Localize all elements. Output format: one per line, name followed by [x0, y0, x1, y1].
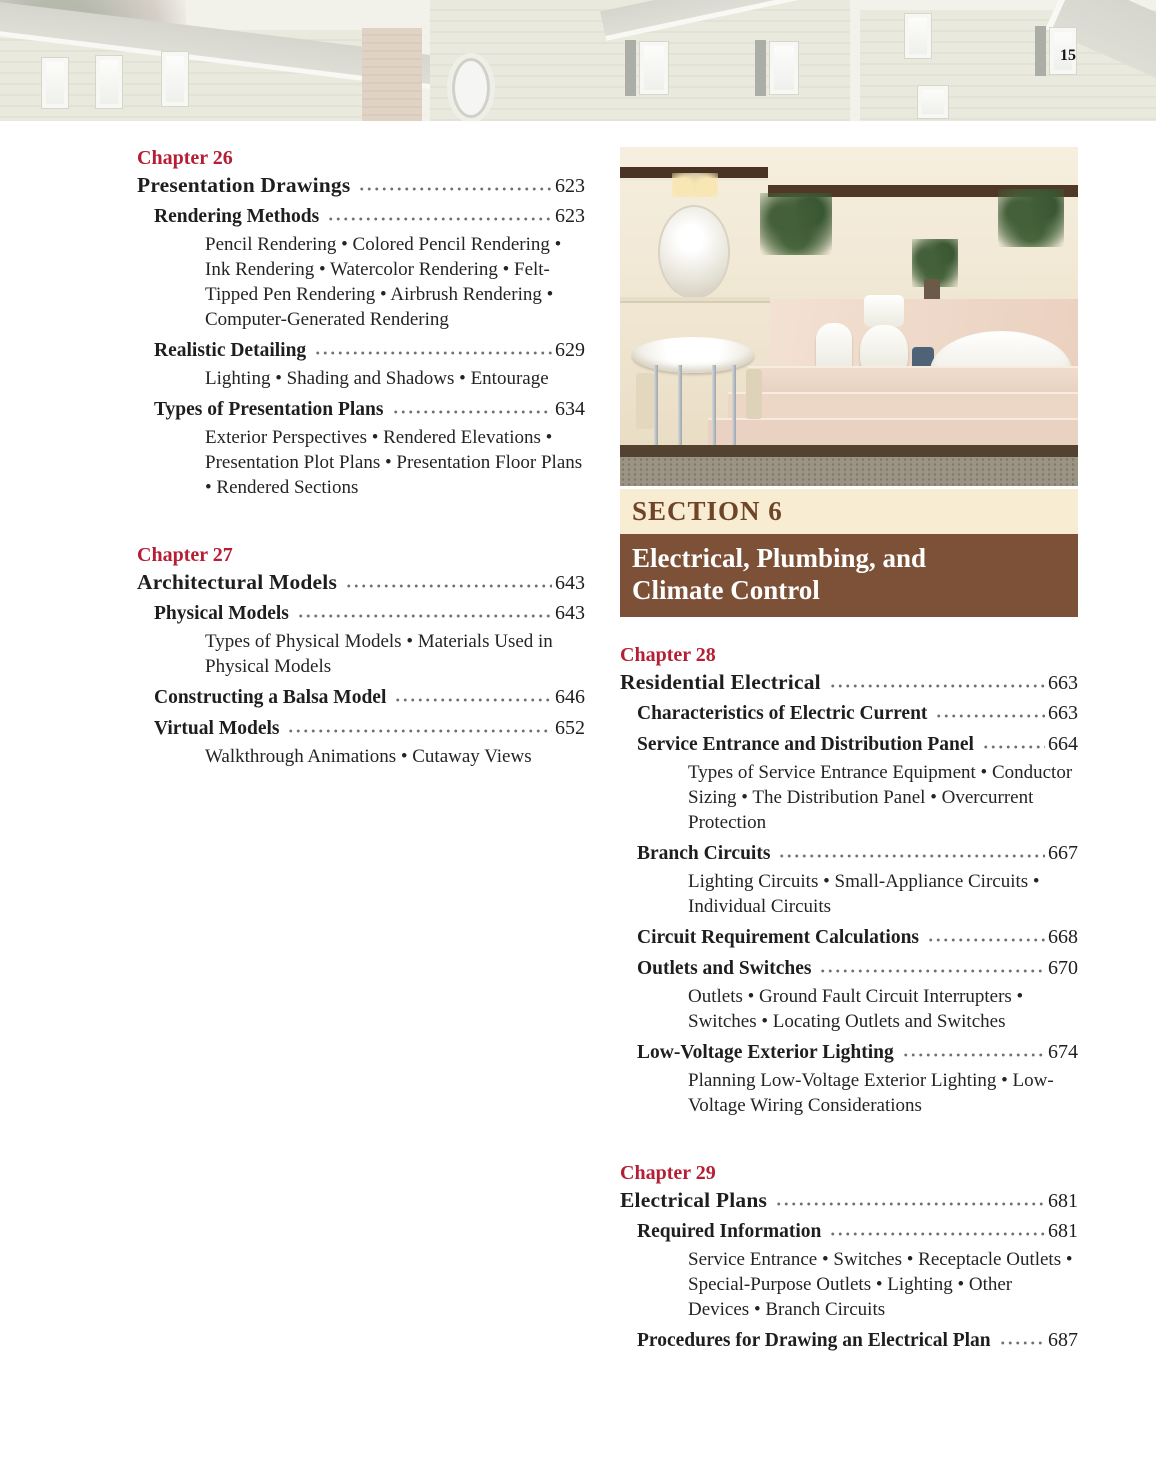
sink-leg — [712, 365, 716, 457]
toc-entry — [137, 398, 585, 422]
toc-entry-topics: Lighting • Shading and Shadows • Entourage — [205, 368, 549, 389]
toc-entry — [620, 926, 1078, 950]
shutter-icon — [1035, 26, 1046, 76]
toc-entry-topics: Outlets • Ground Fault Circuit Interrupters • Switches • Locating Outlets and Switches — [688, 986, 1024, 1032]
carpet — [620, 457, 1078, 486]
page-number: 15 — [1060, 47, 1076, 64]
platform-step — [708, 420, 1078, 446]
dot-leader — [773, 1201, 1045, 1207]
toc-entry-label: Characteristics of Electric Current — [637, 703, 928, 724]
window-icon — [770, 42, 798, 94]
window-icon — [640, 42, 668, 94]
dot-leader — [933, 713, 1045, 719]
toc-entry-page: 667 — [1048, 842, 1078, 864]
toc-entry-label: Service Entrance and Distribution Panel — [637, 734, 974, 755]
toc-entry-page: 670 — [1048, 957, 1078, 979]
toc-entry — [137, 173, 585, 198]
toc-entry-page: 646 — [555, 686, 585, 708]
toc-entry-label: Architectural Models — [137, 570, 338, 594]
toc-entry-page: 634 — [555, 398, 585, 420]
toc-entry-page: 652 — [555, 717, 585, 739]
toc-entry-label: Virtual Models — [154, 718, 280, 739]
toc-entry-page: 623 — [555, 175, 585, 197]
shutter-icon — [625, 40, 636, 96]
window-icon — [918, 86, 948, 118]
section-title-line1: Electrical, Plumbing, and — [632, 543, 927, 573]
toc-entry — [620, 1220, 1078, 1244]
sink-leg — [678, 365, 682, 457]
sink-leg — [654, 365, 658, 457]
toc-entry-topics: Exterior Perspectives • Rendered Elevations • Presentation Plot Plans • Presentation Floor Plans • Rendered Sections — [205, 427, 583, 498]
chapter-label: Chapter 29 — [620, 1162, 716, 1184]
toc-entry-topics: Walkthrough Animations • Cutaway Views — [205, 746, 532, 767]
oval-window-icon — [452, 58, 490, 118]
towel — [746, 369, 762, 419]
toc-entry-topics: Types of Physical Models • Materials Used in Physical Models — [205, 631, 553, 677]
toc-entry-topics: Service Entrance • Switches • Receptacle Outlets • Special-Purpose Outlets • Lighting • Other Devices • Branch Circuits — [688, 1249, 1073, 1320]
toc-entry-page: 681 — [1048, 1220, 1078, 1242]
dot-leader — [392, 697, 552, 703]
section-banner — [620, 489, 1078, 617]
toc-entry — [137, 205, 585, 229]
oval-mirror — [660, 207, 728, 297]
dot-leader — [900, 1052, 1045, 1058]
tree-art — [0, 0, 186, 100]
shutter-icon — [755, 40, 766, 96]
toc-entry-label: Required Information — [637, 1221, 822, 1242]
toc-entry — [137, 602, 585, 626]
dot-leader — [285, 728, 552, 734]
chapter-entries — [620, 1188, 1078, 1353]
toc-entry-topics: Lighting Circuits • Small-Appliance Circuits • Individual Circuits — [688, 871, 1040, 917]
fern-plant — [760, 193, 832, 255]
toc-left-column — [137, 147, 585, 1353]
bathroom-photo — [620, 147, 1078, 486]
roofline-mid — [600, 0, 900, 41]
dot-leader — [997, 1340, 1045, 1346]
toc-entry — [137, 339, 585, 363]
chapter-label: Chapter 28 — [620, 644, 716, 666]
toc-entry-label: Presentation Drawings — [137, 173, 351, 197]
dot-leader — [776, 853, 1045, 859]
dot-leader — [817, 968, 1045, 974]
sink-leg — [732, 365, 736, 457]
toilet — [864, 295, 904, 327]
dot-leader — [827, 1231, 1045, 1237]
toc-entry — [620, 702, 1078, 726]
toc-content — [0, 121, 1156, 1353]
toc-entry-label: Realistic Detailing — [154, 340, 307, 361]
wall-lamp-icon — [672, 173, 718, 197]
brick-chimney — [362, 28, 422, 121]
chapter-block — [620, 1162, 1078, 1353]
toc-entry-page: 663 — [1048, 702, 1078, 724]
chair-rail — [620, 297, 770, 301]
toc-entry-page: 643 — [555, 602, 585, 624]
toc-entry-page: 643 — [555, 572, 585, 594]
house-siding-left — [0, 30, 420, 121]
toc-entry-page: 664 — [1048, 733, 1078, 755]
toc-entry-label: Outlets and Switches — [637, 958, 812, 979]
platform-step — [728, 394, 1078, 420]
chapter-label: Chapter 26 — [137, 147, 233, 169]
toc-entry-label: Residential Electrical — [620, 670, 821, 694]
fern-plant — [998, 189, 1064, 247]
dot-leader — [390, 409, 553, 415]
toc-entry-page: 674 — [1048, 1041, 1078, 1063]
toc-entry-label: Electrical Plans — [620, 1188, 768, 1212]
dot-leader — [325, 216, 552, 222]
towel — [636, 373, 654, 429]
platform-step — [748, 368, 1078, 394]
chapter-block — [137, 544, 585, 769]
window-icon — [96, 56, 122, 108]
toc-right-column — [620, 147, 1078, 1353]
toc-entry — [620, 957, 1078, 981]
toc-entry — [620, 1188, 1078, 1213]
window-icon — [162, 52, 188, 106]
toc-entry — [620, 1329, 1078, 1353]
section-kicker: SECTION 6 — [620, 489, 1078, 534]
window-icon — [42, 58, 68, 108]
toc-entry-topics: Planning Low-Voltage Exterior Lighting • Low-Voltage Wiring Considerations — [688, 1070, 1054, 1116]
dot-leader — [980, 744, 1045, 750]
toc-entry-label: Types of Presentation Plans — [154, 399, 384, 420]
toc-entry-label: Circuit Requirement Calculations — [637, 927, 920, 948]
dot-leader — [827, 683, 1045, 689]
dot-leader — [925, 937, 1045, 943]
chapter-block — [620, 644, 1078, 1118]
toc-entry — [137, 570, 585, 595]
toc-entry-page: 663 — [1048, 672, 1078, 694]
toc-entry — [620, 670, 1078, 695]
toc-entry-page: 681 — [1048, 1190, 1078, 1212]
roofline-left — [0, 0, 460, 92]
house-siding-right — [860, 10, 1156, 121]
section-title-line2: Climate Control — [632, 575, 820, 605]
toc-entry-page: 623 — [555, 205, 585, 227]
toc-entry-page: 668 — [1048, 926, 1078, 948]
dot-leader — [312, 350, 552, 356]
toc-entry-topics: Pencil Rendering • Colored Pencil Rendering • Ink Rendering • Watercolor Rendering • Felt-Tipped Pen Rendering • Airbrush Rendering • Computer-Generated Rendering — [205, 234, 562, 330]
header-houses-photo — [0, 0, 1156, 121]
toc-entry-label: Physical Models — [154, 603, 289, 624]
section-title — [620, 534, 1078, 617]
dot-leader — [295, 613, 552, 619]
toc-entry — [137, 686, 585, 710]
chapter-entries — [137, 173, 585, 500]
chapter-entries — [620, 670, 1078, 1118]
toc-entry-label: Constructing a Balsa Model — [154, 687, 387, 708]
toc-entry — [137, 717, 585, 741]
chapter-label: Chapter 27 — [137, 544, 233, 566]
toc-entry-label: Low-Voltage Exterior Lighting — [637, 1042, 894, 1063]
toc-entry-topics: Types of Service Entrance Equipment • Conductor Sizing • The Distribution Panel • Overcurrent Protection — [688, 762, 1073, 833]
house-siding-mid — [430, 0, 850, 121]
toc-entry — [620, 842, 1078, 866]
toc-entry-page: 629 — [555, 339, 585, 361]
chapter-entries — [137, 570, 585, 769]
window-icon — [905, 14, 931, 58]
toc-entry-label: Rendering Methods — [154, 206, 320, 227]
toc-entry-label: Procedures for Drawing an Electrical Plan — [637, 1330, 991, 1351]
toc-entry-page: 687 — [1048, 1329, 1078, 1351]
toc-entry — [620, 1041, 1078, 1065]
toc-entry-label: Branch Circuits — [637, 843, 771, 864]
dot-leader — [343, 583, 552, 589]
chapter-block — [137, 147, 585, 500]
dot-leader — [356, 186, 552, 192]
toc-entry — [620, 733, 1078, 757]
